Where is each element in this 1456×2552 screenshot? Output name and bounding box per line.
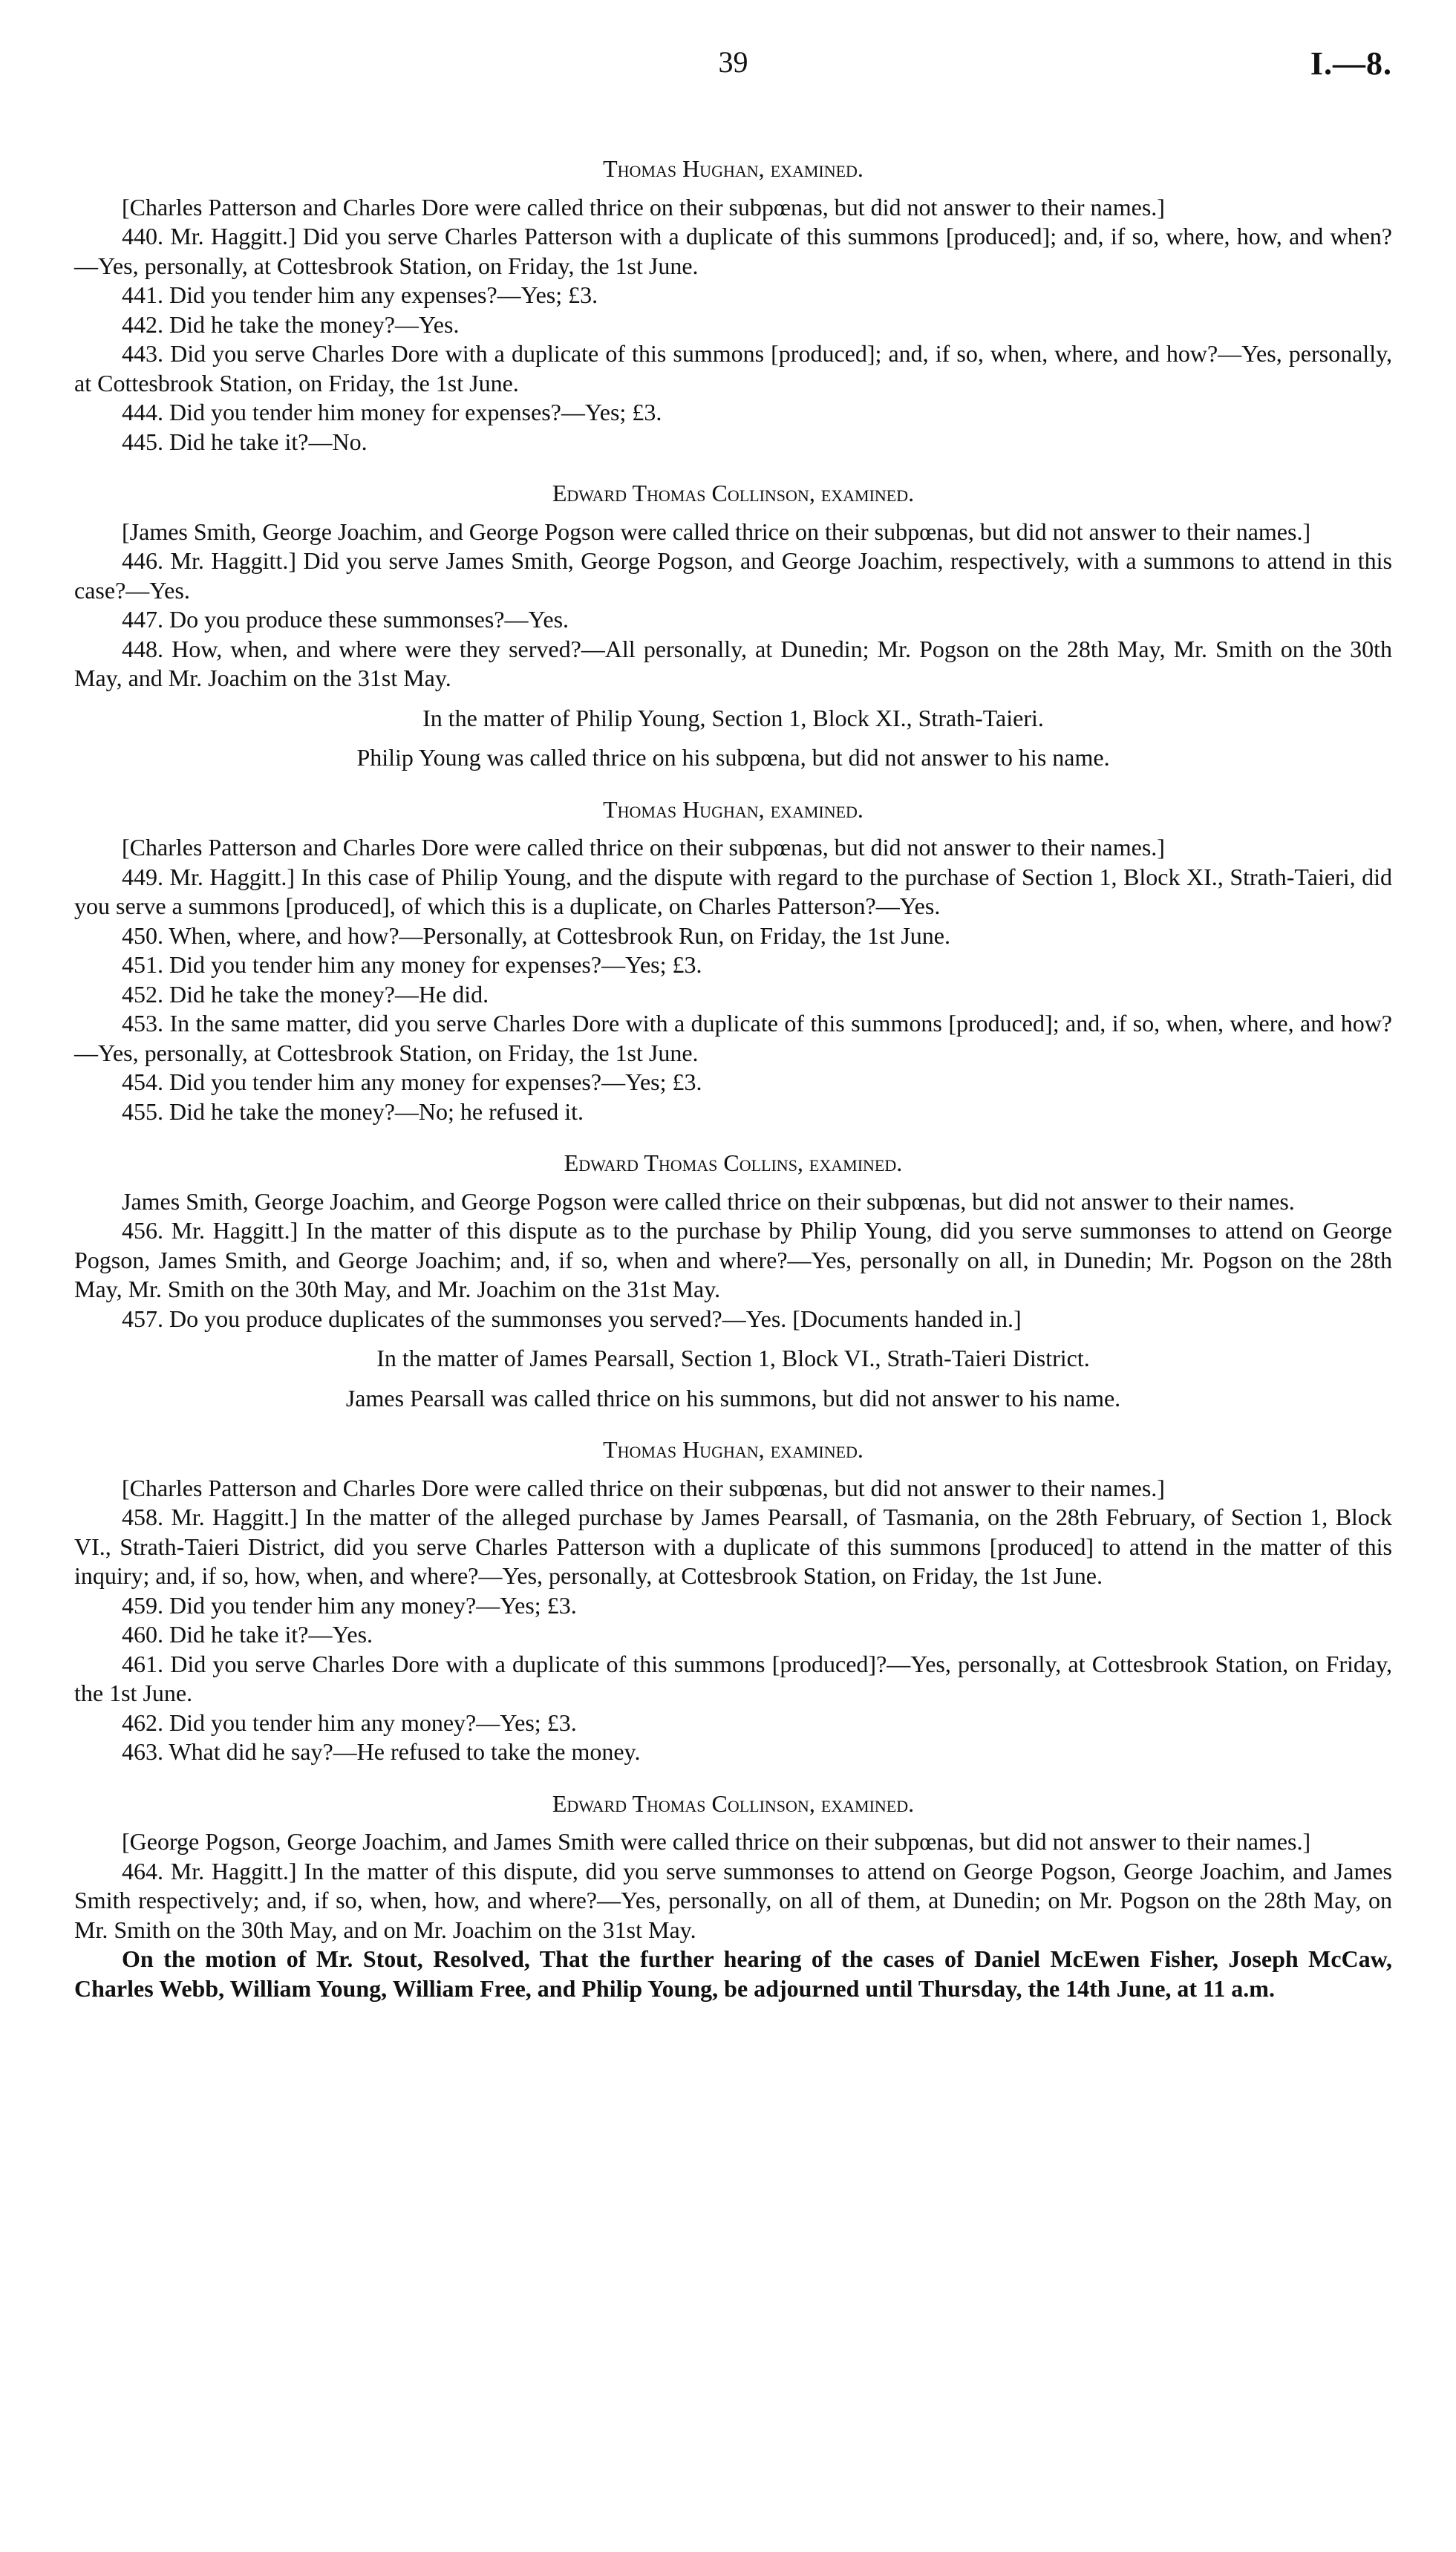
question-answer: 449. Mr. Haggitt.] In this case of Philip Young, and the dispute with regard to the purchase of Section 1, Block XI., Strath-Taieri, did you serve a summons [produced], of which this is a duplicate, on Charles Patterson?—Yes. [74,863,1392,919]
question-answer: 463. What did he say?—He refused to take the money. [122,1738,641,1765]
question-answer: 464. Mr. Haggitt.] In the matter of this dispute, did you serve summonses to attend on George Pogson, George Joachim, and James Smith respectively; and, if so, when, how, and where?—Yes, personally, on all of them, at Dunedin; on Mr. Pogson on the 28th May, on Mr. Smith on the 30th May, and on Mr. Joachim on the 31st May. [74,1857,1392,1943]
question-answer: 461. Did you serve Charles Dore with a duplicate of this summons [produced]?—Yes, personally, at Cottesbrook Station, on Friday, the 1st June. [74,1650,1392,1706]
question-answer: 447. Do you produce these summonses?—Yes. [122,606,569,633]
question-answer: 452. Did he take the money?—He did. [122,980,489,1008]
question-answer: 455. Did he take the money?—No; he refused it. [122,1097,584,1125]
matter-line: James Pearsall was called thrice on his summons, but did not answer to his name. [345,1384,1121,1412]
question-answer: 460. Did he take it?—Yes. [122,1621,373,1648]
bracket-note: [Charles Patterson and Charles Dore were called thrice on their subpœnas, but did not answer to their names.] [122,834,1165,861]
resolution-paragraph: On the motion of Mr. Stout, Resolved, That the further hearing of the cases of Daniel McEwen Fisher, Joseph McCaw, Charles Webb, William Young, William Free, and Philip Young, be adjourned until Thursday, the 14th June, at 11 a.m. [74,1945,1392,2002]
witness-heading: Thomas Hughan, examined. [603,1436,864,1463]
question-answer: 451. Did you tender him any money for expenses?—Yes; £3. [122,951,702,978]
bracket-note: [Charles Patterson and Charles Dore were called thrice on their subpœnas, but did not answer to their names.] [122,1474,1165,1501]
document-code: I.—8. [1310,45,1392,82]
question-answer: 444. Did you tender him money for expenses?—Yes; £3. [122,399,662,425]
document-page [74,37,1392,2003]
matter-line: Philip Young was called thrice on his subpœna, but did not answer to his name. [356,744,1110,771]
witness-heading: Thomas Hughan, examined. [603,795,864,823]
question-answer: 457. Do you produce duplicates of the summonses you served?—Yes. [Documents handed in.] [122,1305,1022,1332]
witness-heading: Edward Thomas Collins, examined. [564,1149,903,1176]
bracket-note: James Smith, George Joachim, and George Pogson were called thrice on their subpœnas, but did not answer to their names. [122,1187,1295,1215]
question-answer: 459. Did you tender him any money?—Yes; £3. [122,1591,577,1619]
page-number: 39 [718,45,748,79]
bracket-note: [James Smith, George Joachim, and George Pogson were called thrice on their subpœnas, but did not answer to their names.] [122,518,1311,545]
question-answer: 458. Mr. Haggitt.] In the matter of the alleged purchase by James Pearsall, of Tasmania, on the 28th February, of Section 1, Block VI., Strath-Taieri District, did you serve Charles Patterson with a duplicate of this summons [produced] to attend in the matter of this inquiry; and, if so, how, when, and where?—Yes, personally, at Cottesbrook Station, on Friday, the 1st June. [74,1504,1392,1589]
question-answer: 450. When, where, and how?—Personally, at Cottesbrook Run, on Friday, the 1st June. [122,921,950,949]
question-answer: 441. Did you tender him any expenses?—Yes; £3. [122,281,598,308]
document-body [74,154,1392,2003]
bracket-note: [Charles Patterson and Charles Dore were called thrice on their subpœnas, but did not answer to their names.] [122,193,1165,221]
witness-heading: Edward Thomas Collinson, examined. [552,1789,915,1817]
bracket-note: [George Pogson, George Joachim, and James Smith were called thrice on their subpœnas, but did not answer to their names.] [122,1828,1311,1855]
question-answer: 454. Did you tender him any money for expenses?—Yes; £3. [122,1068,702,1095]
witness-heading: Edward Thomas Collinson, examined. [552,480,915,506]
question-answer: 442. Did he take the money?—Yes. [122,310,460,338]
question-answer: 462. Did you tender him any money?—Yes; £3. [122,1709,577,1736]
matter-line: In the matter of James Pearsall, Section 1, Block VI., Strath-Taieri District. [376,1345,1090,1371]
question-answer: 440. Mr. Haggitt.] Did you serve Charles Patterson with a duplicate of this summons [produced]; and, if so, where, how, and when?—Yes, personally, at Cottesbrook Station, on Friday, the 1st June. [74,223,1392,279]
matter-line: In the matter of Philip Young, Section 1, Block XI., Strath-Taieri. [422,704,1044,731]
witness-heading: Thomas Hughan, examined. [603,155,864,182]
question-answer: 448. How, when, and where were they served?—All personally, at Dunedin; Mr. Pogson on the 28th May, Mr. Smith on the 30th May, and Mr. Joachim on the 31st May. [74,635,1392,691]
page-header [74,37,1392,89]
question-answer: 453. In the same matter, did you serve Charles Dore with a duplicate of this summons [produced]; and, if so, when, where, and how?—Yes, personally, at Cottesbrook Station, on Friday, the 1st June. [74,1010,1392,1066]
question-answer: 443. Did you serve Charles Dore with a duplicate of this summons [produced]; and, if so, when, where, and how?—Yes, personally, at Cottesbrook Station, on Friday, the 1st June. [74,340,1392,396]
question-answer: 456. Mr. Haggitt.] In the matter of this dispute as to the purchase by Philip Young, did you serve summonses to attend on George Pogson, James Smith, and George Joachim; and, if so, when and where?—Yes, personally on all, in Dunedin; Mr. Pogson on the 28th May, Mr. Smith on the 30th May, and Mr. Joachim on the 31st May. [74,1217,1392,1302]
question-answer: 446. Mr. Haggitt.] Did you serve James Smith, George Pogson, and George Joachim, respectively, with a summons to attend in this case?—Yes. [74,547,1392,604]
question-answer: 445. Did he take it?—No. [122,428,368,455]
